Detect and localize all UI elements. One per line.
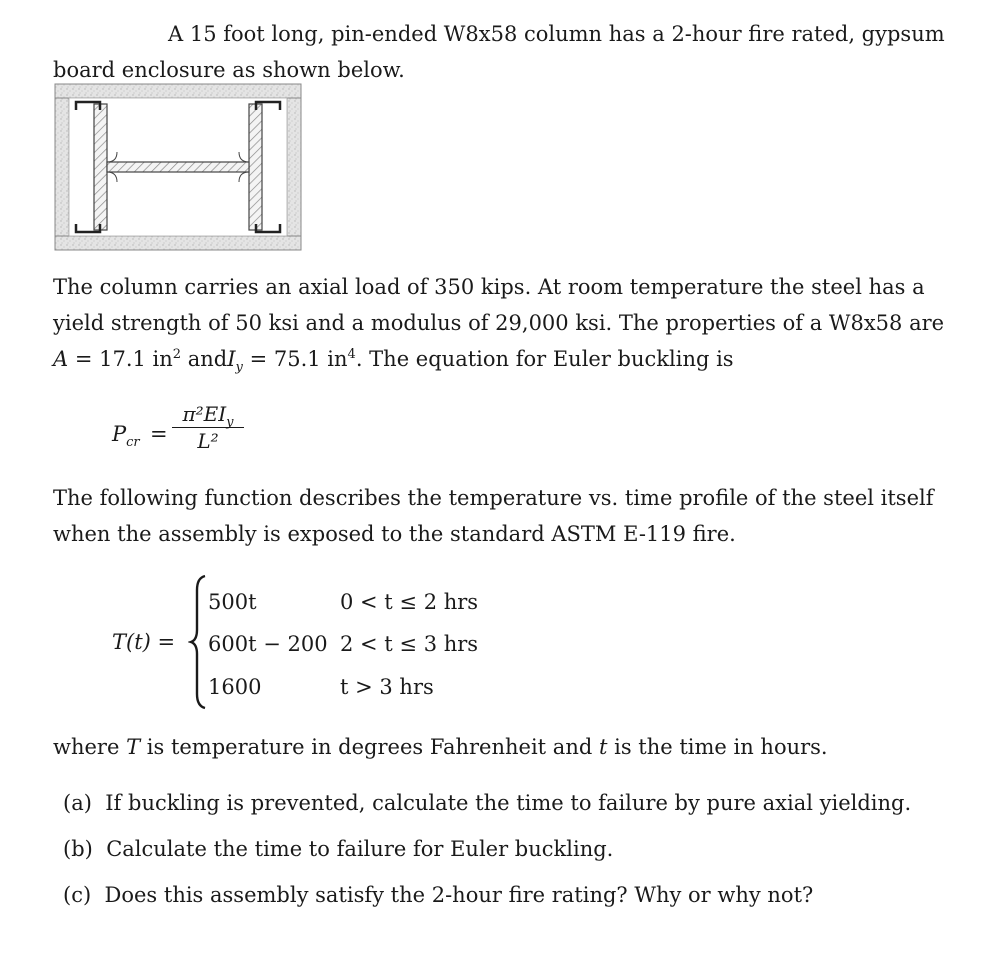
steel-flange-left — [94, 104, 107, 230]
para1-line-2: yield strength of 50 ksi and a modulus of 29,000 ksi. The properties of a W8x58 are — [53, 311, 945, 335]
euler-fraction: $\pi^2EI_y$ L² — [172, 402, 244, 452]
piecewise-lhs: T(t) = — [112, 630, 176, 654]
piece-cond-3: t > 3 hrs — [340, 675, 434, 699]
steel-web — [107, 162, 249, 172]
para2-line-2: when the assembly is exposed to the standard ASTM E-119 fire. — [53, 522, 736, 546]
piece-expr-2: 600t − 200 — [208, 632, 328, 656]
para1-line-3: A = 17.1 $in^2$ andI$_y$ = 75.1 $in^4$. The equation for Euler buckling is — [53, 347, 734, 376]
question-a: (a) If buckling is prevented, calculate the time to failure by pure axial yielding. — [63, 791, 912, 815]
intro-line-2: board enclosure as shown below. — [53, 58, 405, 82]
euler-equals: = — [150, 422, 168, 446]
question-c: (c) Does this assembly satisfy the 2-hour fire rating? Why or why not? — [63, 883, 814, 907]
column-enclosure-figure — [54, 82, 302, 252]
intro-line-1: A 15 foot long, pin-ended W8x58 column has a 2-hour fire rated, gypsum — [168, 22, 945, 46]
euler-lhs: $P_{cr}$ — [112, 422, 140, 451]
left-brace — [188, 574, 208, 710]
para1-line-1: The column carries an axial load of 350 kips. At room temperature the steel has a — [53, 275, 925, 299]
piece-expr-1: 500t — [208, 590, 257, 614]
para2-line-1: The following function describes the temperature vs. time profile of the steel itself — [53, 486, 934, 510]
piece-cond-2: 2 < t ≤ 3 hrs — [340, 632, 479, 656]
where-line: where T is temperature in degrees Fahrenheit and t is the time in hours. — [53, 735, 828, 759]
gypsum-board-right — [287, 98, 301, 236]
gypsum-board-top — [55, 84, 301, 98]
piece-expr-3: 1600 — [208, 675, 262, 699]
gypsum-board-left — [55, 98, 69, 236]
piece-cond-1: 0 < t ≤ 2 hrs — [340, 590, 479, 614]
question-b: (b) Calculate the time to failure for Euler buckling. — [63, 837, 614, 861]
steel-flange-right — [249, 104, 262, 230]
gypsum-board-bottom — [55, 236, 301, 250]
